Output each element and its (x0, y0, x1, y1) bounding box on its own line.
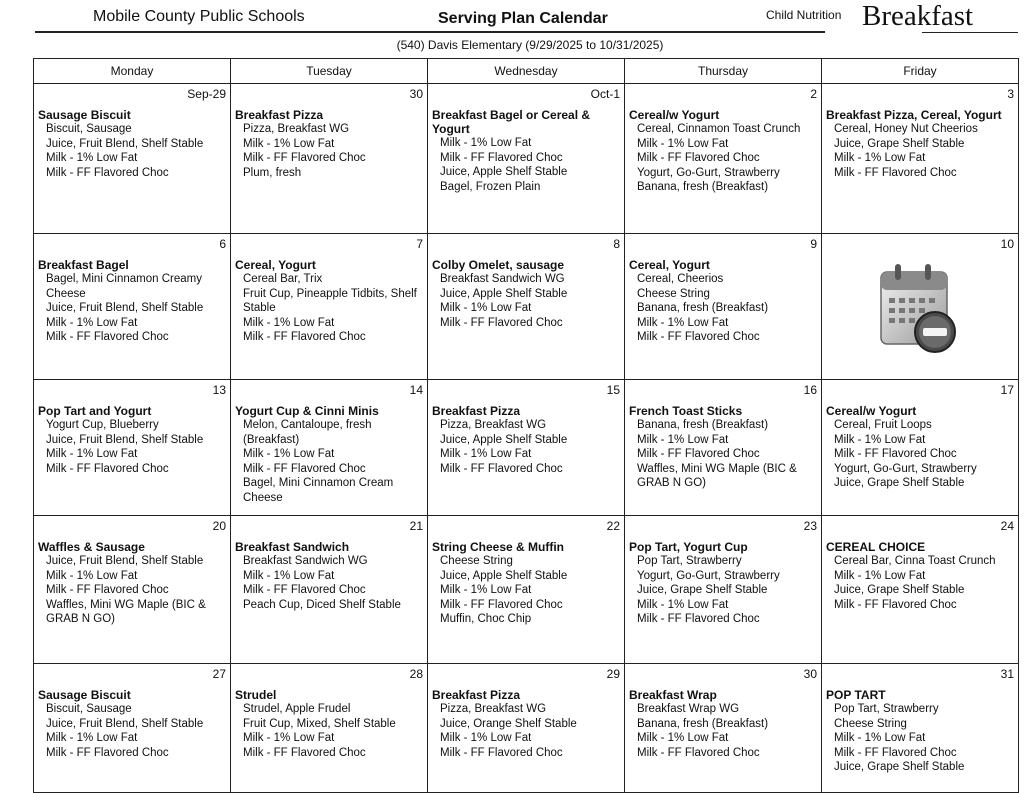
menu-item-list (231, 554, 427, 612)
menu-item-list (428, 136, 624, 194)
menu-item: Milk - FF Flavored Choc (440, 462, 563, 475)
menu-item: Yogurt Cup, Blueberry (46, 419, 159, 431)
day-date: 30 (803, 667, 817, 681)
page-title: Serving Plan Calendar (438, 10, 608, 27)
day-cell (34, 234, 231, 380)
menu-item: Juice, Fruit Blend, Shelf Stable (46, 302, 204, 314)
day-cell (822, 234, 1019, 380)
day-date: 17 (1000, 383, 1014, 397)
menu-item: Fruit Cup, Mixed, Shelf Stable (243, 717, 396, 730)
day-cell (428, 84, 625, 234)
menu-item: Milk - FF Flavored Choc (243, 331, 366, 343)
menu-item-list (231, 272, 427, 345)
menu-item: Milk - 1% Low Fat (46, 316, 138, 329)
menu-item: Bagel, Mini Cinnamon Cream Cheese (243, 477, 394, 504)
day-date: 9 (810, 237, 817, 251)
menu-item: Milk - 1% Low Fat (243, 137, 335, 150)
menu-item-list (428, 702, 624, 760)
entree-title: Breakfast Pizza, Cereal, Yogurt (826, 108, 1002, 122)
menu-item: Milk - 1% Low Fat (46, 732, 138, 744)
no-service-calendar-icon (822, 252, 1018, 358)
menu-item: Pizza, Breakfast WG (440, 419, 547, 431)
menu-item: Waffles, Mini WG Maple (BIC & GRAB N GO) (46, 598, 206, 625)
menu-item: Juice, Grape Shelf Stable (637, 584, 768, 596)
week-row (34, 380, 1019, 516)
menu-item-list (231, 122, 427, 180)
menu-item: Milk - FF Flavored Choc (440, 316, 563, 329)
menu-item-list (625, 554, 821, 627)
day-date: Sep-29 (187, 87, 226, 101)
day-cell (428, 380, 625, 516)
menu-item: Milk - FF Flavored Choc (637, 331, 760, 343)
day-date: 7 (416, 237, 423, 251)
entree-title: Cereal/w Yogurt (826, 404, 917, 418)
menu-item: Milk - FF Flavored Choc (834, 598, 957, 611)
menu-item-list (822, 122, 1018, 180)
menu-item: Pizza, Breakfast WG (440, 703, 547, 715)
menu-item: Banana, fresh (Breakfast) (637, 717, 769, 730)
menu-item: Cereal Bar, Cinna Toast Crunch (834, 555, 996, 567)
entree-title: Pop Tart, Yogurt Cup (629, 540, 748, 554)
entree-title: Yogurt Cup & Cinni Minis (235, 404, 379, 418)
day-cell (34, 84, 231, 234)
menu-item: Muffin, Choc Chip (440, 613, 532, 625)
menu-item: Bagel, Mini Cinnamon Creamy Cheese (46, 273, 202, 300)
menu-item-list (625, 418, 821, 491)
menu-item-list (428, 272, 624, 330)
day-date: 31 (1000, 667, 1014, 681)
day-cell (822, 84, 1019, 234)
header-rule (35, 31, 825, 33)
day-cell (231, 664, 428, 793)
menu-item: Milk - 1% Low Fat (440, 584, 532, 596)
day-cell (231, 380, 428, 516)
menu-item: Juice, Fruit Blend, Shelf Stable (46, 555, 204, 567)
entree-title: Breakfast Wrap (629, 688, 717, 702)
day-cell (231, 516, 428, 664)
entree-title: Strudel (235, 688, 277, 702)
entree-title: Breakfast Bagel or Cereal & Yogurt (432, 108, 591, 136)
week-row (34, 664, 1019, 793)
menu-item: Milk - FF Flavored Choc (46, 462, 169, 475)
day-cell (625, 664, 822, 793)
weekday-header: Thursday (625, 59, 822, 84)
menu-item: Milk - FF Flavored Choc (440, 598, 563, 611)
menu-item: Cereal, Fruit Loops (834, 419, 932, 431)
day-date: 23 (803, 519, 817, 533)
menu-item: Milk - 1% Low Fat (440, 302, 532, 314)
menu-item: Fruit Cup, Pineapple Tidbits, Shelf Stable (243, 287, 417, 314)
page-header (0, 0, 1024, 58)
menu-item: Juice, Grape Shelf Stable (834, 137, 965, 150)
menu-item: Breakfast Sandwich WG (243, 555, 368, 567)
menu-item: Strudel, Apple Frudel (243, 703, 351, 715)
day-date: 6 (219, 237, 226, 251)
menu-item-list (625, 272, 821, 345)
menu-item: Milk - 1% Low Fat (243, 448, 335, 460)
weekday-header-row (34, 59, 1019, 84)
day-date: Oct-1 (590, 87, 620, 101)
day-date: 27 (212, 667, 226, 681)
day-date: 24 (1000, 519, 1014, 533)
day-cell (428, 234, 625, 380)
menu-item: Milk - FF Flavored Choc (243, 746, 366, 759)
menu-item: Milk - 1% Low Fat (243, 732, 335, 744)
weekday-header: Tuesday (231, 59, 428, 84)
day-cell (822, 516, 1019, 664)
menu-item: Milk - 1% Low Fat (243, 569, 335, 582)
menu-item: Milk - 1% Low Fat (834, 732, 926, 744)
school-date-range: (540) Davis Elementary (9/29/2025 to 10/31/2025) (396, 38, 664, 52)
menu-item: Plum, fresh (243, 166, 302, 179)
menu-item-list (625, 702, 821, 760)
menu-item: Cheese String (637, 287, 710, 300)
menu-item: Waffles, Mini WG Maple (BIC & GRAB N GO) (637, 462, 797, 489)
day-date: 29 (606, 667, 620, 681)
day-cell (625, 234, 822, 380)
entree-title: Sausage Biscuit (38, 108, 131, 122)
menu-item-list (822, 554, 1018, 612)
menu-item: Juice, Apple Shelf Stable (440, 433, 568, 446)
day-date: 16 (803, 383, 817, 397)
day-cell (822, 380, 1019, 516)
menu-item: Juice, Grape Shelf Stable (834, 761, 965, 773)
menu-item-list (822, 702, 1018, 775)
menu-item: Juice, Apple Shelf Stable (440, 166, 568, 178)
menu-item: Melon, Cantaloupe, fresh (Breakfast) (243, 419, 372, 446)
menu-item: Milk - 1% Low Fat (46, 152, 138, 164)
menu-item-list (34, 702, 230, 760)
menu-item: Banana, fresh (Breakfast) (637, 302, 769, 314)
menu-item: Milk - FF Flavored Choc (440, 746, 563, 759)
entree-title: Cereal, Yogurt (629, 258, 710, 272)
entree-title: Waffles & Sausage (38, 540, 145, 554)
day-date: 15 (606, 383, 620, 397)
menu-item-list (231, 702, 427, 760)
menu-item: Juice, Fruit Blend, Shelf Stable (46, 137, 204, 150)
meal-rule (922, 32, 1018, 33)
menu-item-list (231, 418, 427, 505)
calendar-body (34, 84, 1019, 793)
day-cell (625, 380, 822, 516)
menu-item: Cereal, Cinnamon Toast Crunch (637, 123, 801, 135)
menu-item: Milk - FF Flavored Choc (46, 746, 169, 759)
menu-item: Milk - FF Flavored Choc (834, 746, 957, 759)
day-cell (428, 664, 625, 793)
day-date: 30 (409, 87, 423, 101)
day-cell (34, 516, 231, 664)
menu-item: Milk - 1% Low Fat (440, 732, 532, 744)
menu-item: Breakfast Wrap WG (637, 703, 740, 715)
day-date: 10 (1000, 237, 1014, 251)
menu-item: Milk - FF Flavored Choc (834, 448, 957, 460)
menu-item: Juice, Apple Shelf Stable (440, 287, 568, 300)
menu-item-list (822, 418, 1018, 491)
day-cell (625, 84, 822, 234)
menu-item: Milk - 1% Low Fat (637, 732, 729, 744)
menu-item: Milk - 1% Low Fat (243, 316, 335, 329)
menu-item: Milk - FF Flavored Choc (46, 584, 169, 596)
menu-item: Milk - 1% Low Fat (46, 448, 138, 460)
menu-item: Cereal Bar, Trix (243, 273, 323, 285)
menu-item: Cheese String (440, 555, 513, 567)
menu-item: Banana, fresh (Breakfast) (637, 419, 769, 431)
menu-item: Pop Tart, Strawberry (637, 555, 742, 567)
menu-item-list (34, 122, 230, 180)
menu-item: Banana, fresh (Breakfast) (637, 181, 769, 193)
week-row (34, 516, 1019, 664)
menu-item: Biscuit, Sausage (46, 123, 132, 135)
weekday-header: Friday (822, 59, 1019, 84)
day-cell (231, 84, 428, 234)
menu-item-list (625, 122, 821, 195)
menu-item: Juice, Fruit Blend, Shelf Stable (46, 717, 204, 730)
week-row (34, 234, 1019, 380)
entree-title: String Cheese & Muffin (432, 540, 565, 554)
entree-title: Sausage Biscuit (38, 688, 131, 702)
menu-item: Milk - 1% Low Fat (834, 569, 926, 582)
menu-item: Peach Cup, Diced Shelf Stable (243, 598, 401, 611)
day-cell (625, 516, 822, 664)
menu-item: Cereal, Cheerios (637, 273, 724, 285)
entree-title: Colby Omelet, sausage (432, 258, 565, 272)
weekday-header: Wednesday (428, 59, 625, 84)
entree-title: Pop Tart and Yogurt (38, 404, 152, 418)
menu-item: Milk - FF Flavored Choc (637, 448, 760, 460)
menu-item: Milk - 1% Low Fat (440, 137, 532, 149)
day-date: 2 (810, 87, 817, 101)
menu-item: Milk - 1% Low Fat (834, 152, 926, 164)
entree-title: French Toast Sticks (629, 404, 743, 418)
menu-item: Cheese String (834, 717, 907, 730)
entree-title: Breakfast Pizza (235, 108, 324, 122)
menu-item: Milk - 1% Low Fat (440, 448, 532, 460)
menu-item: Milk - FF Flavored Choc (46, 331, 169, 343)
entree-title: Breakfast Pizza (432, 404, 521, 418)
menu-item: Pizza, Breakfast WG (243, 123, 350, 135)
day-cell (34, 380, 231, 516)
menu-item: Biscuit, Sausage (46, 703, 132, 715)
menu-item-list (34, 418, 230, 476)
meal-type: Breakfast (862, 0, 974, 32)
menu-item: Juice, Apple Shelf Stable (440, 569, 568, 582)
day-date: 20 (212, 519, 226, 533)
day-date: 8 (613, 237, 620, 251)
calendar-table (33, 58, 1019, 793)
entree-title: POP TART (826, 688, 886, 702)
menu-item: Juice, Grape Shelf Stable (834, 477, 965, 489)
entree-title: Breakfast Pizza (432, 688, 521, 702)
entree-title: Cereal, Yogurt (235, 258, 316, 272)
menu-item: Milk - 1% Low Fat (637, 598, 729, 611)
menu-item: Milk - 1% Low Fat (637, 316, 729, 329)
menu-item-list (34, 554, 230, 627)
menu-item: Milk - FF Flavored Choc (243, 152, 366, 164)
day-date: 13 (212, 383, 226, 397)
menu-item: Milk - 1% Low Fat (834, 433, 926, 446)
day-date: 22 (606, 519, 620, 533)
menu-item-list (428, 554, 624, 627)
menu-item-list (428, 418, 624, 476)
menu-item: Yogurt, Go-Gurt, Strawberry (637, 166, 780, 179)
day-cell (428, 516, 625, 664)
day-date: 14 (409, 383, 423, 397)
menu-item: Pop Tart, Strawberry (834, 703, 939, 715)
menu-item: Milk - 1% Low Fat (637, 137, 729, 150)
day-date: 21 (409, 519, 423, 533)
weekday-header: Monday (34, 59, 231, 84)
menu-item: Milk - FF Flavored Choc (637, 613, 760, 625)
menu-item: Juice, Orange Shelf Stable (440, 717, 577, 730)
entree-title: Cereal/w Yogurt (629, 108, 720, 122)
entree-title: CEREAL CHOICE (826, 540, 926, 554)
day-date: 3 (1007, 87, 1014, 101)
week-row (34, 84, 1019, 234)
organization-name: Mobile County Public Schools (93, 8, 305, 25)
menu-item: Milk - FF Flavored Choc (243, 462, 366, 475)
day-cell (822, 664, 1019, 793)
menu-item: Milk - FF Flavored Choc (834, 166, 957, 179)
menu-item: Juice, Grape Shelf Stable (834, 584, 965, 596)
menu-item: Cereal, Honey Nut Cheerios (834, 123, 978, 135)
menu-item: Milk - FF Flavored Choc (243, 584, 366, 596)
menu-item: Juice, Fruit Blend, Shelf Stable (46, 433, 204, 446)
entree-title: Breakfast Sandwich (235, 540, 350, 554)
entree-title: Breakfast Bagel (38, 258, 129, 272)
menu-item-list (34, 272, 230, 345)
menu-item: Milk - FF Flavored Choc (637, 152, 760, 164)
menu-item: Milk - FF Flavored Choc (46, 166, 169, 179)
menu-item: Bagel, Frozen Plain (440, 180, 541, 193)
menu-item: Yogurt, Go-Gurt, Strawberry (637, 569, 780, 582)
department-name: Child Nutrition (766, 8, 842, 22)
day-cell (34, 664, 231, 793)
menu-item: Milk - 1% Low Fat (637, 433, 729, 446)
day-date: 28 (409, 667, 423, 681)
menu-item: Milk - FF Flavored Choc (637, 746, 760, 759)
menu-item: Yogurt, Go-Gurt, Strawberry (834, 462, 977, 475)
menu-item: Milk - FF Flavored Choc (440, 151, 563, 164)
menu-item: Breakfast Sandwich WG (440, 273, 565, 285)
menu-item: Milk - 1% Low Fat (46, 569, 138, 582)
day-cell (231, 234, 428, 380)
